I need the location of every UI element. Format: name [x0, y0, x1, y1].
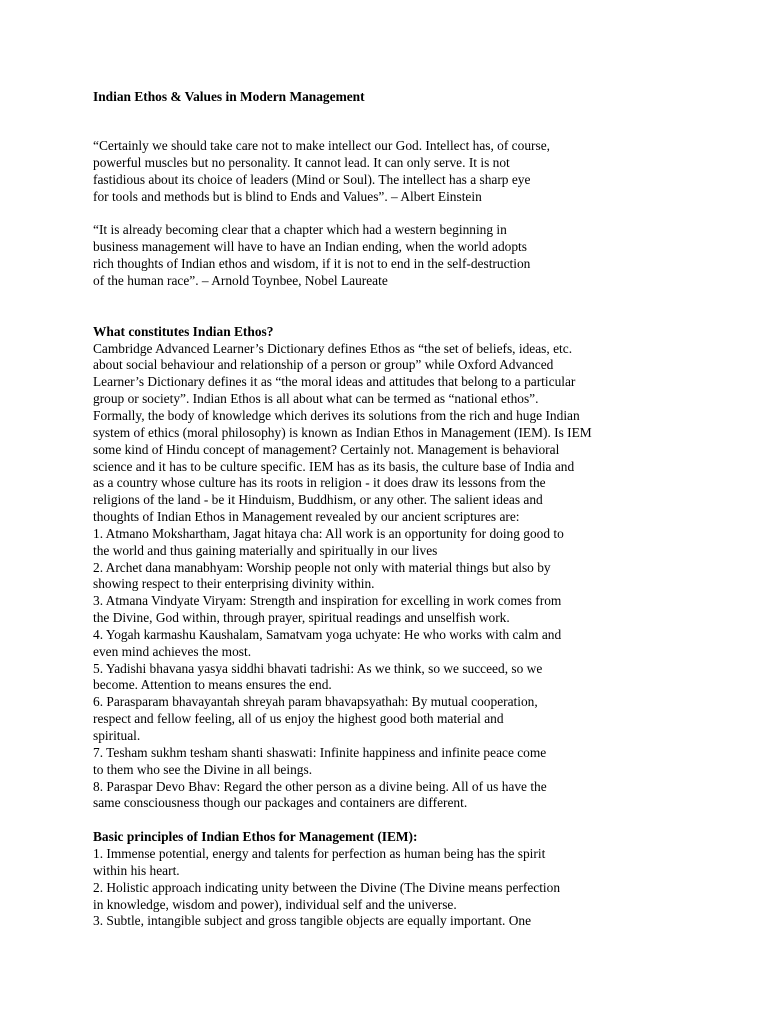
document-page [93, 88, 753, 930]
quote-line: for tools and methods but is blind to Ends and Values”. – Albert Einstein [93, 188, 482, 204]
quote-line: of the human race”. – Arnold Toynbee, Nobel Laureate [93, 272, 388, 288]
list-item-line: even mind achieves the most. [93, 643, 252, 659]
list-item-line: 3. Subtle, intangible subject and gross tangible objects are equally important. One [93, 913, 532, 929]
body-line: religions of the land - be it Hinduism, Buddhism, or any other. The salient ideas and [93, 492, 543, 508]
einstein-quote [93, 138, 753, 205]
list-item-line: the world and thus gaining materially and spiritually in our lives [93, 542, 438, 558]
list-item-line: 1. Immense potential, energy and talents for perfection as human being has the spirit [93, 846, 546, 862]
list-item-line: in knowledge, wisdom and power), individual self and the universe. [93, 896, 457, 912]
body-line: about social behaviour and relationship of a person or group” while Oxford Advanced [93, 357, 554, 373]
quote-line: business management will have to have an Indian ending, when the world adopts [93, 239, 527, 255]
list-item-line: spiritual. [93, 728, 141, 743]
list-item-line: within his heart. [93, 862, 180, 878]
body-line: Learner’s Dictionary defines it as “the moral ideas and attitudes that belong to a particular [93, 374, 576, 390]
list-item-line: 3. Atmana Vindyate Viryam: Strength and inspiration for excelling in work comes from [93, 593, 562, 609]
list-item-line: 1. Atmano Mokshartham, Jagat hitaya cha: All work is an opportunity for doing good to [93, 525, 564, 541]
body-line: as a country whose culture has its roots in religion - it does draw its lessons from the [93, 475, 546, 491]
section-body [93, 341, 753, 813]
body-line: group or society”. Indian Ethos is all about what can be termed as “national ethos”. [93, 391, 539, 407]
quote-line: rich thoughts of Indian ethos and wisdom, if it is not to end in the self-destruction [93, 256, 531, 272]
section-basic-principles [93, 829, 753, 930]
body-line: thoughts of Indian Ethos in Management revealed by our ancient scriptures are: [93, 509, 520, 525]
list-item-line: 8. Paraspar Devo Bhav: Regard the other person as a divine being. All of us have the [93, 778, 547, 794]
section-heading: Basic principles of Indian Ethos for Management (IEM): [93, 829, 418, 845]
list-item-line: 5. Yadishi bhavana yasya siddhi bhavati tadrishi: As we think, so we succeed, so we [93, 660, 543, 676]
list-item-line: to them who see the Divine in all beings. [93, 761, 313, 777]
list-item-line: 2. Archet dana manabhyam: Worship people not only with material things but also by [93, 559, 551, 575]
body-line: some kind of Hindu concept of management? Certainly not. Management is behavioral [93, 441, 560, 457]
body-line: Cambridge Advanced Learner’s Dictionary defines Ethos as “the set of beliefs, ideas, etc. [93, 340, 573, 356]
quote-line: powerful muscles but no personality. It cannot lead. It can only serve. It is not [93, 154, 510, 170]
quote-line: “Certainly we should take care not to make intellect our God. Intellect has, of course, [93, 138, 550, 153]
list-item-line: showing respect to their enterprising divinity within. [93, 576, 375, 592]
list-item-line: respect and fellow feeling, all of us enjoy the highest good both material and [93, 711, 504, 727]
toynbee-quote [93, 222, 753, 289]
section-heading: What constitutes Indian Ethos? [93, 323, 274, 339]
body-line: Formally, the body of knowledge which derives its solutions from the rich and huge Indian [93, 407, 580, 423]
list-item-line: 7. Tesham sukhm tesham shanti shaswati: Infinite happiness and infinite peace come [93, 744, 547, 760]
section-indian-ethos [93, 324, 753, 812]
section-body [93, 846, 753, 930]
list-item-line: 2. Holistic approach indicating unity between the Divine (The Divine means perfection [93, 879, 561, 895]
quote-line: fastidious about its choice of leaders (Mind or Soul). The intellect has a sharp eye [93, 171, 531, 187]
list-item-line: become. Attention to means ensures the end. [93, 677, 332, 693]
list-item-line: 6. Parasparam bhavayantah shreyah param bhavapsyathah: By mutual cooperation, [93, 694, 538, 710]
list-item-line: the Divine, God within, through prayer, spiritual readings and unselfish work. [93, 610, 510, 626]
quote-line: “It is already becoming clear that a chapter which had a western beginning in [93, 222, 507, 238]
list-item-line: same consciousness though our packages and containers are different. [93, 795, 468, 811]
document-title: Indian Ethos & Values in Modern Management [93, 89, 365, 104]
list-item-line: 4. Yogah karmashu Kaushalam, Samatvam yoga uchyate: He who works with calm and [93, 626, 562, 642]
body-line: science and it has to be culture specific. IEM has as its basis, the culture base of India and [93, 458, 575, 474]
body-line: system of ethics (moral philosophy) is known as Indian Ethos in Management (IEM). Is IEM [93, 424, 592, 440]
